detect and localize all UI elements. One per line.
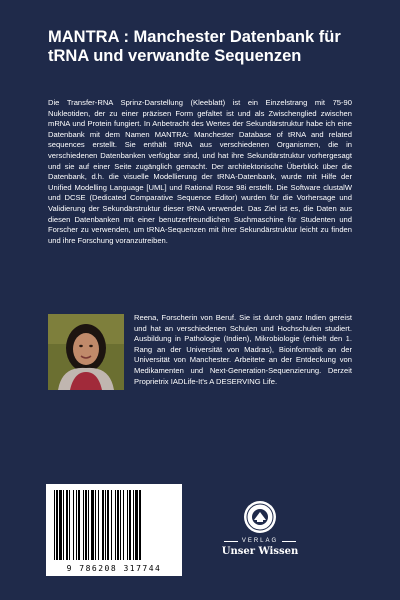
- barcode-bar: [78, 490, 80, 560]
- barcode-bar: [85, 490, 87, 560]
- barcode-bar: [127, 490, 128, 560]
- divider: [282, 541, 296, 542]
- barcode-bar: [107, 490, 109, 560]
- author-bio: Reena, Forscherin von Beruf. Sie ist durch ganz Indien gereist und hat an verschiedenen Schulen und Hochschulen studiert. Ausbildung in Pathologie (Indien), Mikrobiologie (erhielt den 1. Rang an der Universität von Madras), Bioinformatik an der Universität von Manchester. Arbeitete an der Entdeckung von Medikamenten und Next-Generation-Sequenzierung. Derzeit Proprietrix IADLife-It's A DESERVING Life.: [134, 313, 352, 386]
- barcode-bars: [52, 490, 176, 562]
- barcode-bar: [120, 490, 121, 560]
- barcode-bar: [111, 490, 112, 560]
- barcode-bar: [133, 490, 134, 560]
- barcode-bar: [73, 490, 74, 560]
- book-title: MANTRA : Manchester Datenbank für tRNA und verwandte Sequenzen: [48, 28, 341, 65]
- barcode-bar: [88, 490, 89, 560]
- barcode-bar: [63, 490, 64, 560]
- barcode-bar: [98, 490, 99, 560]
- barcode-bar: [102, 490, 104, 560]
- barcode-bar: [123, 490, 124, 560]
- publisher-name: Unser Wissen: [221, 546, 299, 557]
- barcode-bar: [135, 490, 138, 560]
- barcode-bar: [66, 490, 68, 560]
- book-description: Die Transfer-RNA Sprinz-Darstellung (Kleeblatt) ist ein Einzelstrang mit 75-90 Nukleotiden, der zu einer präzisen Form gefaltet ist und als Zwischenglied zwischen mRNA und Protein fungiert. In Anbetracht des Wertes der Sekundärstruktur habe ich eine Datenbank mit dem Namen MANTRA: Manchester Database of tRNA and related sequences erstellt. Sie enthält tRNA aus verschiedenen Organismen, die in verschiedenen Datenbanken verfügbar sind, und hat ihre Sekundärstruktur vorhergesagt und sie auf einer Seite zugänglich gemacht. Der architektonische Überblick über die Datenbank, d.h. die visuelle Modellierung der tRNA-Datenbank, wurde mit Hilfe der Unified Modelling Language [UML] und Rational Rose 98i erstellt. Die Software clustalW und DCSE (Dedicated Comparative Sequence Editor) wurden für die Vorhersage und Validierung der Sekundärstruktur dieser tRNA verwendet. Das Ziel ist es, die Daten aus diesen Datenbanken mit einer benutzerfreundlichen Suchmaschine für Studenten und Forscher zu verwenden, um tRNA-Sequenzen mit ihrer Sekundärstruktur leicht zu finden und ihre Forschung voranzutreiben.: [48, 98, 352, 245]
- barcode-bar: [83, 490, 84, 560]
- barcode-bar: [59, 490, 62, 560]
- barcode-bar: [139, 490, 141, 560]
- divider: [224, 541, 238, 542]
- barcode-bar: [95, 490, 96, 560]
- barcode-bar: [91, 490, 94, 560]
- publisher-logo-icon: [243, 500, 277, 534]
- barcode-bar: [129, 490, 131, 560]
- barcode: [46, 484, 182, 576]
- barcode-isbn: 9 786208 317744: [66, 564, 162, 573]
- publisher-imprint-line: [218, 538, 302, 544]
- barcode-bar: [115, 490, 116, 560]
- barcode-bar: [76, 490, 77, 560]
- publisher-imprint-label: VERLAG: [241, 538, 279, 544]
- barcode-bar: [117, 490, 119, 560]
- barcode-bar: [56, 490, 58, 560]
- author-photo: [48, 314, 124, 390]
- barcode-bar: [54, 490, 55, 560]
- publisher-block: [218, 500, 302, 557]
- barcode-bar: [105, 490, 106, 560]
- barcode-bar: [69, 490, 70, 560]
